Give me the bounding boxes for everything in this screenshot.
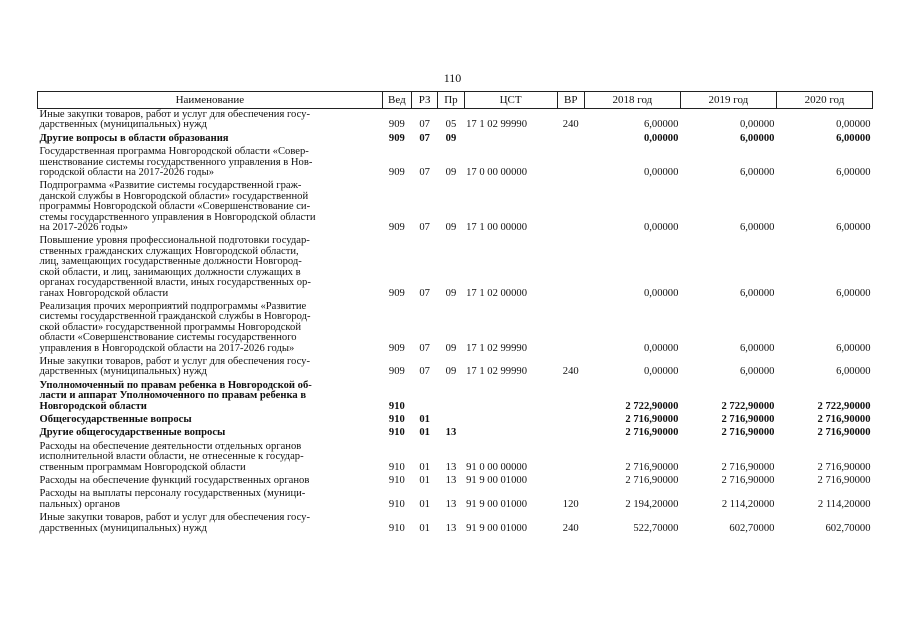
cell-vr [557,475,584,488]
cell-rz: 07 [419,342,430,354]
cell-pr: 09 [445,132,457,144]
cell-2020: 6,00000 [836,222,871,234]
cell-2019: 6,00000 [739,342,775,354]
cell-name: Подпрограмма «Развитие системы государственной граж- данской службы в Новгородской области» государственной программы Новгородской области «Совершенствование си- стемы государственного управления в Новгородской области на 2017-2026 годы» [39,180,316,234]
cell-vr [557,146,584,180]
cell-cst: 17 1 02 99990 [466,119,527,131]
cell-ved: 910 [388,475,405,486]
cell-vr [557,441,584,475]
cell-2019: 2 716,90000 [721,475,775,486]
cell-name: Расходы на выплаты персоналу государственных (муници- пальных) органов [39,488,306,510]
cell-vr [557,133,584,146]
cell-vr [557,301,584,356]
cell-2018: 2 716,90000 [625,461,679,473]
cell-2018: 2 722,90000 [625,400,679,412]
cell-2019: 6,00000 [739,222,775,234]
cell-ved: 909 [388,119,405,131]
cell-ved: 909 [388,132,405,144]
header-2020: 2020 год [776,92,872,109]
table-row [38,235,873,300]
table-row [38,301,873,356]
table-row [38,427,873,440]
cell-2019: 602,70000 [729,522,775,534]
table-row [38,414,873,427]
cell-2018: 0,00000 [643,342,679,354]
cell-2018: 6,00000 [643,119,679,131]
cell-2020: 2 114,20000 [817,498,871,510]
cell-2018: 2 716,90000 [625,413,679,425]
cell-rz [412,380,438,414]
cell-cst: 91 9 00 01000 [466,498,527,510]
cell-2018: 0,00000 [643,222,679,234]
cell-vr [557,414,584,427]
cell-pr [438,414,464,427]
cell-2018: 0,00000 [643,287,679,299]
cell-2018: 522,70000 [633,522,679,534]
cell-rz: 01 [419,522,430,534]
cell-2020: 6,00000 [836,132,871,144]
cell-name: Другие вопросы в области образования [39,132,229,144]
cell-vr [557,180,584,235]
header-name: Наименование [38,92,383,109]
cell-name: Другие общегосударственные вопросы [39,427,226,439]
cell-rz: 01 [419,475,430,486]
cell-name: Повышение уровня профессиональной подготовки государ- ственных гражданских служащих Новгородской области, лиц, замещающих государственные должности Новгород- ской области, и лиц, занимающих должности служащих в органах государственной власти, иных государственных ор- ганах Новгородской области [39,235,311,299]
cell-2019: 2 716,90000 [721,413,775,425]
cell-vr [557,427,584,440]
cell-pr: 09 [445,287,457,299]
cell-pr: 09 [445,167,457,179]
cell-name: Иные закупки товаров, работ и услуг для обеспечения госу- дарственных (муниципальных) нужд [39,109,311,131]
cell-2020: 6,00000 [836,167,871,179]
table-row [38,109,873,133]
cell-cst: 91 0 00 00000 [466,461,527,473]
cell-ved: 910 [388,522,405,534]
table-row [38,488,873,512]
header-2018: 2018 год [584,92,680,109]
table-row [38,380,873,414]
cell-name: Общегосударственные вопросы [39,413,192,425]
cell-vr: 120 [562,498,579,510]
cell-2020: 2 716,90000 [817,461,871,473]
cell-2020: 2 722,90000 [817,400,871,412]
cell-pr: 09 [445,366,457,378]
cell-rz: 07 [419,119,430,131]
table-row [38,356,873,380]
table-row [38,475,873,488]
cell-vr: 240 [562,119,579,131]
cell-pr [438,380,464,414]
cell-2019: 2 716,90000 [721,461,775,473]
cell-vr: 240 [562,522,579,534]
header-row [38,92,873,109]
cell-vr [557,235,584,300]
cell-2020: 2 716,90000 [817,475,871,486]
cell-pr: 09 [445,342,457,354]
cell-cst [464,427,557,440]
cell-name: Иные закупки товаров, работ и услуг для обеспечения госу- дарственных (муниципальных) нужд [39,355,311,378]
cell-2019: 0,00000 [739,119,775,131]
page-number: 110 [443,71,462,85]
cell-name: Государственная программа Новгородской области «Совер- шенствование системы государственного управления в Нов- городской области на 2017-2026 годы» [39,146,313,179]
table-row [38,441,873,475]
cell-2018: 2 716,90000 [625,427,679,439]
table-row [38,512,873,536]
cell-cst: 17 1 02 99990 [466,342,527,354]
cell-2018: 0,00000 [643,132,679,144]
budget-table [37,91,873,536]
header-vr: ВР [557,92,584,109]
cell-2019: 6,00000 [739,287,775,299]
cell-ved: 909 [388,287,405,299]
cell-rz: 01 [419,461,430,473]
cell-rz: 07 [419,366,430,378]
cell-name: Расходы на обеспечение функций государственных органов [39,475,310,486]
cell-2020: 2 716,90000 [817,427,871,439]
cell-2020: 602,70000 [825,522,871,534]
header-pr: Пр [438,92,464,109]
cell-cst: 17 1 02 00000 [466,287,527,299]
cell-2020: 0,00000 [836,119,871,131]
cell-pr: 13 [445,427,457,439]
cell-pr: 13 [445,461,457,473]
cell-rz: 01 [419,413,430,425]
header-rz: РЗ [412,92,438,109]
cell-ved: 909 [388,222,405,234]
cell-name: Расходы на обеспечение деятельности отдельных органов исполнительной власти области, не отнесенные к государ- ственным программам Новгородской области [39,440,304,473]
cell-2018: 0,00000 [643,366,679,378]
cell-rz: 01 [419,427,430,439]
cell-ved: 910 [388,498,405,510]
cell-ved: 909 [388,342,405,354]
cell-2018: 2 716,90000 [625,475,679,486]
header-2019: 2019 год [680,92,776,109]
cell-pr: 13 [445,498,457,510]
cell-name: Иные закупки товаров, работ и услуг для обеспечения госу- дарственных (муниципальных) нужд [39,512,311,534]
cell-rz: 01 [419,498,430,510]
cell-2019: 2 716,90000 [721,427,775,439]
table-row [38,180,873,235]
cell-rz: 07 [419,167,430,179]
cell-ved: 909 [388,167,405,179]
cell-pr: 13 [445,522,457,534]
cell-cst: 17 0 00 00000 [466,167,527,179]
cell-cst: 17 1 02 99990 [466,366,527,378]
cell-vr [557,380,584,414]
cell-2020: 6,00000 [836,287,871,299]
table-row [38,133,873,146]
cell-rz: 07 [419,132,430,144]
cell-ved: 910 [388,461,405,473]
cell-ved: 910 [388,413,405,425]
cell-2020: 6,00000 [836,342,871,354]
cell-rz: 07 [419,222,430,234]
cell-name: Уполномоченный по правам ребенка в Новгородской об- ласти и аппарат Уполномоченного по правам ребенка в Новгородской области [39,379,312,412]
cell-pr: 05 [445,119,457,131]
cell-2019: 2 722,90000 [721,400,775,412]
cell-cst: 17 1 00 00000 [466,222,527,234]
cell-2019: 6,00000 [739,167,775,179]
cell-ved: 910 [388,427,405,439]
table-row [38,146,873,180]
cell-2020: 6,00000 [836,366,871,378]
cell-cst: 91 9 00 01000 [466,475,527,486]
cell-cst [464,380,557,414]
cell-cst [464,133,557,146]
cell-2018: 2 194,20000 [625,498,679,510]
cell-2018: 0,00000 [643,167,679,179]
cell-2019: 2 114,20000 [721,498,775,510]
header-cst: ЦСТ [464,92,557,109]
cell-cst: 91 9 00 01000 [466,522,527,534]
cell-2020: 2 716,90000 [817,413,871,425]
cell-2019: 6,00000 [739,366,775,378]
cell-ved: 910 [388,400,405,412]
cell-ved: 909 [388,366,405,378]
table-body [38,109,873,537]
header-ved: Вед [382,92,411,109]
cell-rz: 07 [419,287,430,299]
cell-name: Реализация прочих мероприятий подпрограммы «Развитие системы государственной гражданской службы в Новгород- ской области» государственной программы Новгородской области «Совершенствование системы государственного управления в Новгородской области на 2017-2026 годы» [39,300,311,354]
cell-pr: 13 [445,475,457,486]
cell-vr: 240 [562,366,579,378]
table-header [38,92,873,109]
cell-pr: 09 [445,222,457,234]
cell-cst [464,414,557,427]
cell-2019: 6,00000 [739,132,775,144]
